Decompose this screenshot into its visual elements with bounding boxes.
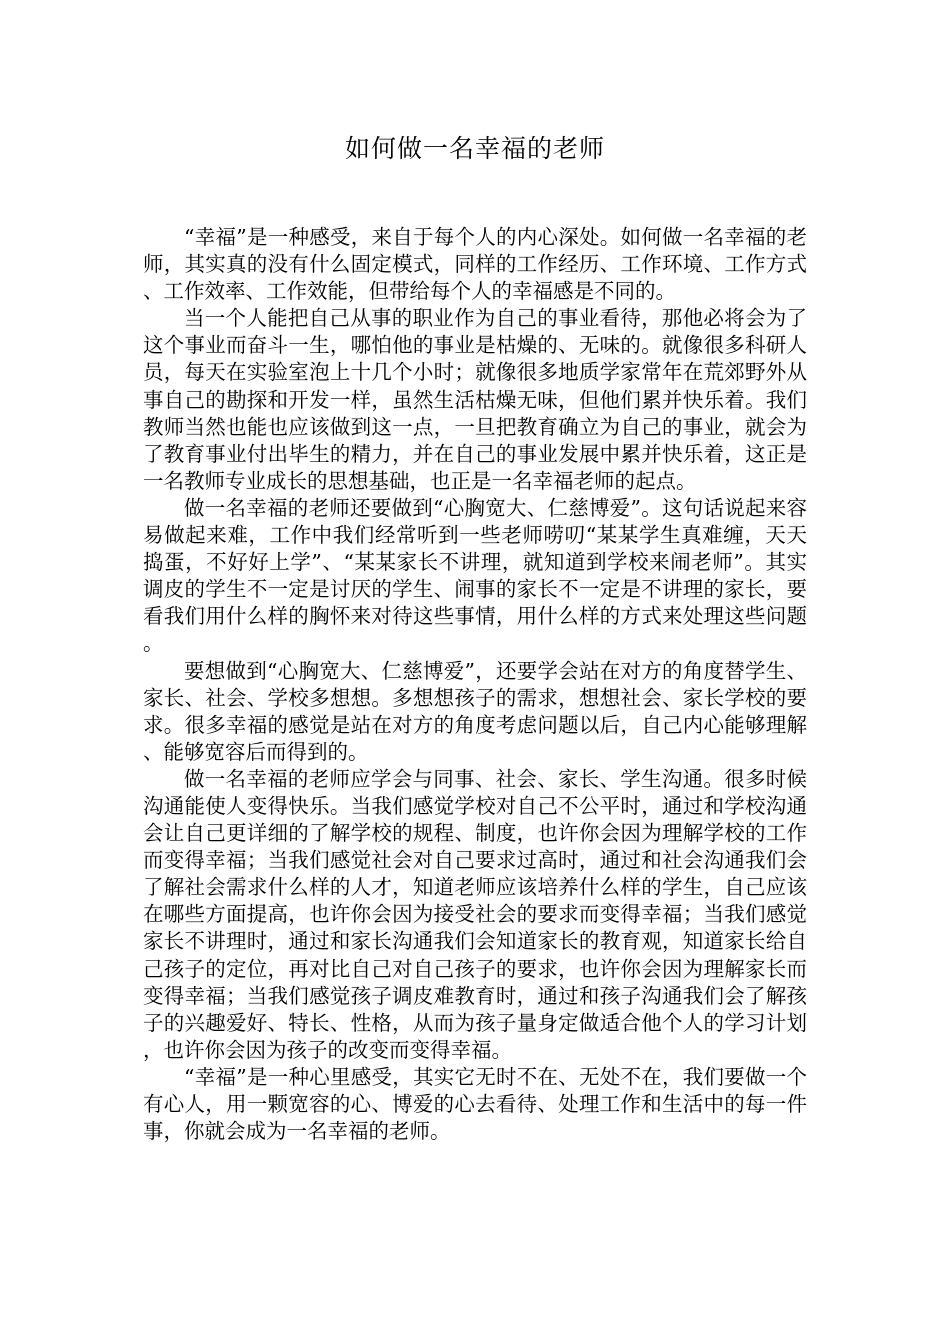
paragraph-5: 做一名幸福的老师应学会与同事、社会、家长、学生沟通。很多时候沟通能使人变得快乐。当我们感觉学校对自己不公平时，通过和学校沟通会让自己更详细的了解学校的规程、制度，也许你会因为理解学校的工作而变得幸福；当我们感觉社会对自己要求过高时，通过和社会沟通我们会了解社会需求什么样的人才，知道老师应该培养什么样的学生，自己应该在哪些方面提高，也许你会因为接受社会的要求而变得幸福；当我们感觉家长不讲理时，通过和家长沟通我们会知道家长的教育观，知道家长给自己孩子的定位，再对比自己对自己孩子的要求，也许你会因为理解家长而变得幸福；当我们感觉孩子调皮难教育时，通过和孩子沟通我们会了解孩子的兴趣爱好、特长、性格，从而为孩子量身定做适合他个人的学习计划，也许你会因为孩子的改变而变得幸福。 bbox=[143, 766, 807, 1062]
document-body bbox=[143, 224, 807, 1145]
document-title: 如何做一名幸福的老师 bbox=[344, 134, 605, 163]
paragraph-4: 要想做到“心胸宽大、仁慈博爱”，还要学会站在对方的角度替学生、家长、社会、学校多想想。多想想孩子的需求，想想社会、家长学校的要求。很多幸福的感觉是站在对方的角度考虑问题以后，自己内心能够理解、能够宽容后而得到的。 bbox=[143, 658, 807, 764]
paragraph-2: 当一个人能把自己从事的职业作为自己的事业看待，那他必将会为了这个事业而奋斗一生，哪怕他的事业是枯燥的、无味的。就像很多科研人员，每天在实验室泡上十几个小时；就像很多地质学家常年在荒郊野外从事自己的勘探和开发一样，虽然生活枯燥无味，但他们累并快乐着。我们教师当然也能也应该做到这一点，一旦把教育确立为自己的事业，就会为了教育事业付出毕生的精力，并在自己的事业发展中累并快乐着，这正是一名教师专业成长的思想基础，也正是一名幸福老师的起点。 bbox=[143, 306, 807, 493]
paragraph-3: 做一名幸福的老师还要做到“心胸宽大、仁慈博爱”。这句话说起来容易做起来难，工作中我们经常听到一些老师唠叨“某某学生真难缠，天天捣蛋，不好好上学”、“某某家长不讲理，就知道到学校来闹老师”。其实调皮的学生不一定是讨厌的学生、闹事的家长不一定是不讲理的家长，要看我们用什么样的胸怀来对待这些事情，用什么样的方式来处理这些问题。 bbox=[143, 495, 807, 656]
paragraph-6: “幸福”是一种心里感受，其实它无时不在、无处不在，我们要做一个有心人，用一颗宽容的心、博爱的心去看待、处理工作和生活中的每一件事，你就会成为一名幸福的老师。 bbox=[143, 1064, 807, 1144]
paragraph-1: “幸福”是一种感受，来自于每个人的内心深处。如何做一名幸福的老师，其实真的没有什么固定模式，同样的工作经历、工作环境、工作方式、工作效率、工作效能，但带给每个人的幸福感是不同的。 bbox=[143, 225, 807, 304]
